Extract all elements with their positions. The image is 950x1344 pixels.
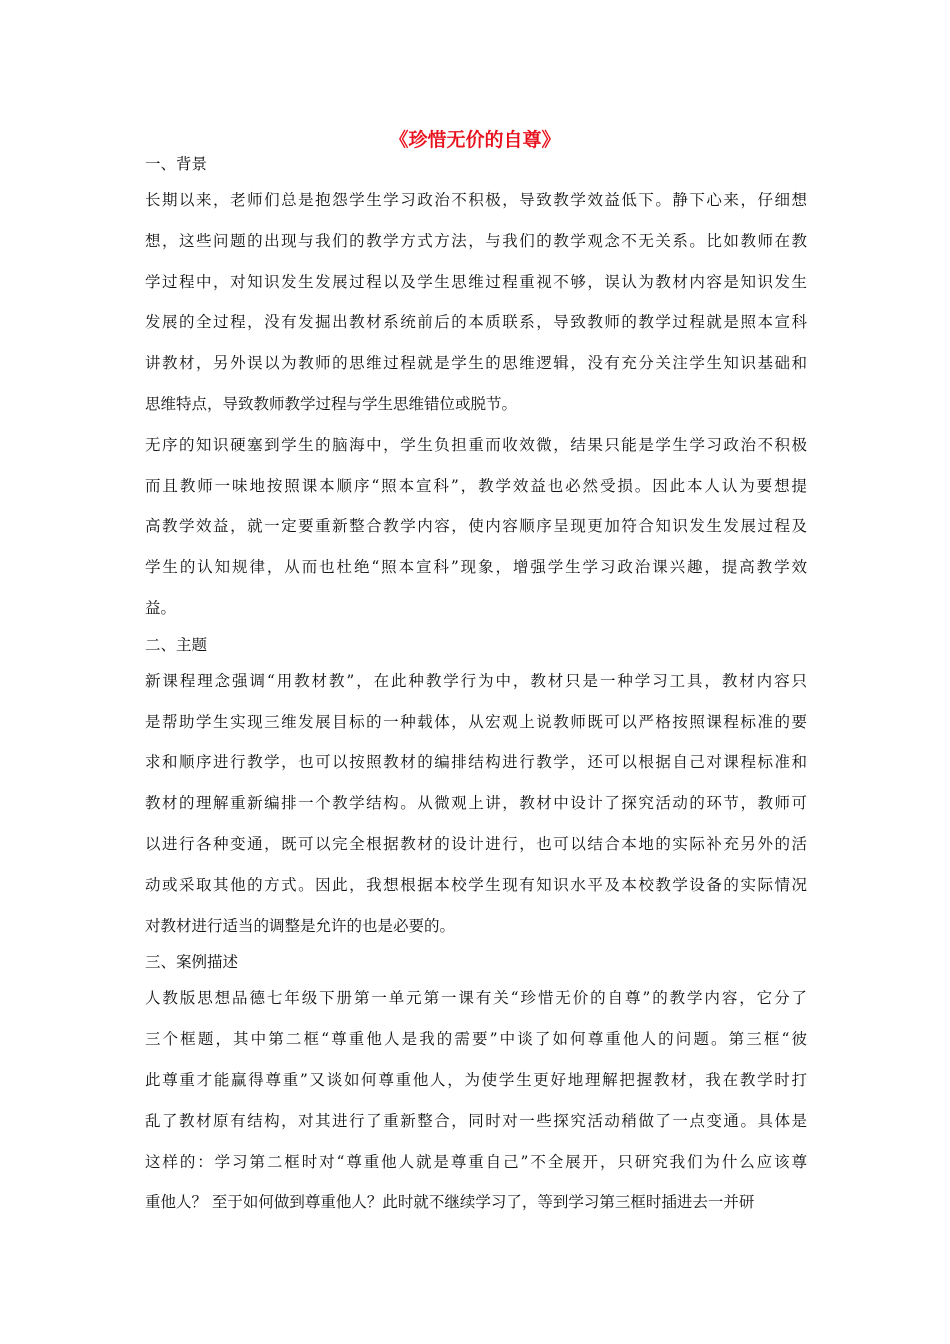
paragraph-line: 对教材进行适当的调整是允许的也是必要的。: [145, 916, 456, 935]
paragraph-line: 是帮助学生实现三维发展目标的一种载体，从宏观上说教师既可以严格按照课程标准的要: [145, 712, 807, 731]
paragraph-line: 乱了教材原有结构，对其进行了重新整合，同时对一些探究活动稍做了一点变通。具体是: [145, 1111, 807, 1130]
paragraph: [145, 180, 807, 425]
paragraph-line: 求和顺序进行教学，也可以按照教材的编排结构进行教学，还可以根据自己对课程标准和: [145, 753, 807, 772]
paragraph-line: 发展的全过程，没有发掘出教材系统前后的本质联系，导致教师的教学过程就是照本宣科: [145, 313, 807, 332]
paragraph: [145, 978, 807, 1223]
paragraph-line: 讲教材，另外误以为教师的思维过程就是学生的思维逻辑，没有充分关注学生知识基础和: [145, 354, 807, 373]
paragraph-line: 而且教师一味地按照课本顺序“照本宣科”，教学效益也必然受损。因此本人认为要想提: [145, 476, 807, 495]
paragraph-line: 人教版思想品德七年级下册第一单元第一课有关“珍惜无价的自尊”的教学内容，它分了: [145, 989, 807, 1008]
paragraph-line: 学过程中，对知识发生发展过程以及学生思维过程重视不够，误认为教材内容是知识发生: [145, 272, 807, 291]
paragraph-line: 此尊重才能赢得尊重”又谈如何尊重他人，为使学生更好地理解把握教材，我在教学时打: [145, 1070, 807, 1089]
paragraph-line: 三个框题，其中第二框“尊重他人是我的需要”中谈了如何尊重他人的问题。第三框“彼: [145, 1030, 807, 1049]
paragraph-line: 益。: [145, 598, 177, 617]
paragraph-line: 想，这些问题的出现与我们的教学方式方法，与我们的教学观念不无关系。比如教师在教: [145, 231, 807, 250]
section-heading: 一、背景: [145, 155, 208, 173]
paragraph-line: 新课程理念强调“用教材教”，在此种教学行为中，教材只是一种学习工具，教材内容只: [145, 671, 807, 690]
document-body: [145, 148, 807, 1223]
paragraph-line: 教材的理解重新编排一个教学结构。从微观上讲，教材中设计了探究活动的环节，教师可: [145, 794, 807, 813]
paragraph: [145, 661, 807, 947]
paragraph-line: 高教学效益，就一定要重新整合教学内容，使内容顺序呈现更加符合知识发生发展过程及: [145, 517, 807, 536]
paragraph-line: 思维特点，导致教师教学过程与学生思维错位或脱节。: [145, 394, 518, 413]
section-heading: 二、主题: [145, 635, 208, 654]
paragraph-line: 重他人？ 至于如何做到尊重他人？此时就不继续学习了，等到学习第三框时插进去一并研: [145, 1193, 755, 1212]
paragraph-line: 学生的认知规律，从而也杜绝“照本宣科”现象，增强学生学习政治课兴趣，提高教学效: [145, 558, 807, 577]
section-heading: 三、案例描述: [145, 953, 239, 972]
paragraph-line: 长期以来，老师们总是抱怨学生学习政治不积极，导致教学效益低下。静下心来，仔细想: [145, 191, 807, 209]
paragraph-line: 这样的：学习第二框时对“尊重他人就是尊重自己”不全展开，只研究我们为什么应该尊: [145, 1152, 807, 1171]
paragraph-line: 以进行各种变通，既可以完全根据教材的设计进行，也可以结合本地的实际补充另外的活: [145, 834, 807, 853]
document-title: 《珍惜无价的自尊》: [389, 129, 561, 151]
paragraph: [145, 425, 807, 629]
paragraph-line: 动或采取其他的方式。因此，我想根据本校学生现有知识水平及本校教学设备的实际情况: [145, 875, 807, 894]
paragraph-line: 无序的知识硬塞到学生的脑海中，学生负担重而收效微，结果只能是学生学习政治不积极: [145, 435, 807, 454]
